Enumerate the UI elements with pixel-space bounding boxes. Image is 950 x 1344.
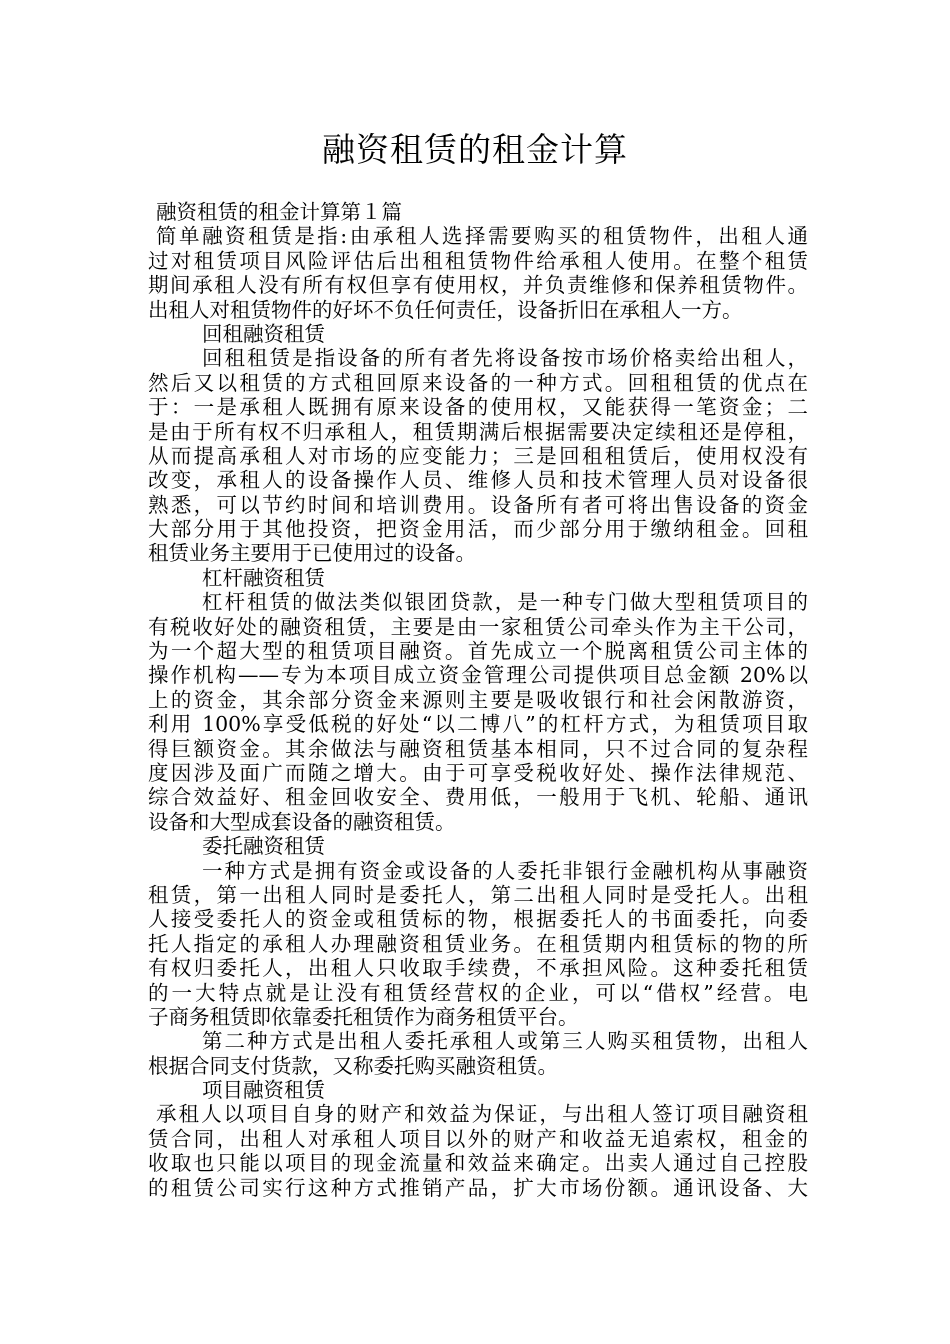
paragraph-line: 综合效益好、租金回收安全、费用低，一般用于飞机、轮船、通讯: [148, 785, 808, 810]
paragraph-line: 操作机构——专为本项目成立资金管理公司提供项目总金额 20%以: [148, 663, 808, 688]
document-body: [148, 200, 808, 1200]
paragraph-line: 子商务租赁即依靠委托租赁作为商务租赁平台。: [148, 1004, 579, 1029]
paragraph-line: 有税收好处的融资租赁，主要是由一家租赁公司牵头作为主干公司，: [148, 614, 808, 639]
paragraph-line: 根据合同支付货款，又称委托购买融资租赁。: [148, 1053, 558, 1078]
paragraph-line: 有权归委托人，出租人只收取手续费，不承担风险。这种委托租赁: [148, 956, 808, 981]
subsection-heading: 杠杆融资租赁: [202, 565, 325, 590]
paragraph-line: 的一大特点就是让没有租赁经营权的企业，可以“借权”经营。电: [148, 980, 808, 1005]
paragraph-line: 上的资金，其余部分资金来源则主要是吸收银行和社会闲散游资，: [148, 687, 808, 712]
paragraph-line: 改变，承租人的设备操作人员、维修人员和技术管理人员对设备很: [148, 468, 808, 493]
paragraph-line: 然后又以租赁的方式租回原来设备的一种方式。回租租赁的优点在: [148, 370, 808, 395]
paragraph-line: 设备和大型成套设备的融资租赁。: [148, 809, 456, 834]
paragraph-line: 从而提高承租人对市场的应变能力；三是回租租赁后，使用权没有: [148, 443, 808, 468]
paragraph-line: 过对租赁项目风险评估后出租租赁物件给承租人使用。在整个租赁: [148, 248, 808, 273]
paragraph-line: 简单融资租赁是指:由承租人选择需要购买的租赁物件，出租人通: [156, 224, 808, 249]
paragraph-line: 利用 100%享受低税的好处“以二博八”的杠杆方式，为租赁项目取: [148, 712, 808, 737]
paragraph-line: 出租人对租赁物件的好坏不负任何责任，设备折旧在承租人一方。: [148, 297, 743, 322]
paragraph-line: 人接受委托人的资金或租赁标的物，根据委托人的书面委托，向委: [148, 907, 808, 932]
paragraph-line: 是由于所有权不归承租人，租赁期满后根据需要决定续租还是停租，: [148, 419, 808, 444]
paragraph-line: 于：一是承租人既拥有原来设备的使用权，又能获得一笔资金；二: [148, 395, 808, 420]
subsection-heading: 回租融资租赁: [202, 321, 325, 346]
paragraph-line: 赁合同，出租人对承租人项目以外的财产和收益无追索权，租金的: [148, 1126, 808, 1151]
document-title: 融资租赁的租金计算: [322, 130, 628, 169]
paragraph-line: 托人指定的承租人办理融资租赁业务。在租赁期内租赁标的物的所: [148, 931, 808, 956]
paragraph-line: 为一个超大型的租赁项目融资。首先成立一个脱离租赁公司主体的: [148, 639, 808, 664]
paragraph-line: 得巨额资金。其余做法与融资租赁基本相同，只不过合同的复杂程: [148, 736, 808, 761]
paragraph-line: 第二种方式是出租人委托承租人或第三人购买租赁物，出租人: [202, 1029, 808, 1054]
paragraph-line: 租赁业务主要用于已使用过的设备。: [148, 541, 476, 566]
paragraph-line: 期间承租人没有所有权但享有使用权，并负责维修和保养租赁物件。: [148, 273, 808, 298]
paragraph-line: 承租人以项目自身的财产和效益为保证，与出租人签订项目融资租: [156, 1102, 808, 1127]
paragraph-line: 收取也只能以项目的现金流量和效益来确定。出卖人通过自己控股: [148, 1151, 808, 1176]
paragraph-line: 租赁，第一出租人同时是委托人，第二出租人同时是受托人。出租: [148, 882, 808, 907]
subsection-heading: 委托融资租赁: [202, 834, 325, 859]
paragraph-line: 一种方式是拥有资金或设备的人委托非银行金融机构从事融资: [202, 858, 808, 883]
subsection-heading: 项目融资租赁: [202, 1078, 325, 1103]
paragraph-line: 杠杆租赁的做法类似银团贷款，是一种专门做大型租赁项目的: [202, 590, 808, 615]
paragraph-line: 的租赁公司实行这种方式推销产品，扩大市场份额。通讯设备、大: [148, 1175, 808, 1200]
paragraph-line: 度因涉及面广而随之增大。由于可享受税收好处、操作法律规范、: [148, 760, 808, 785]
paragraph-line: 回租租赁是指设备的所有者先将设备按市场价格卖给出租人，: [202, 346, 808, 371]
paragraph-line: 大部分用于其他投资，把资金用活，而少部分用于缴纳租金。回租: [148, 517, 808, 542]
paragraph-line: 熟悉，可以节约时间和培训费用。设备所有者可将出售设备的资金: [148, 492, 808, 517]
section-heading: 融资租赁的租金计算第１篇: [156, 200, 402, 224]
